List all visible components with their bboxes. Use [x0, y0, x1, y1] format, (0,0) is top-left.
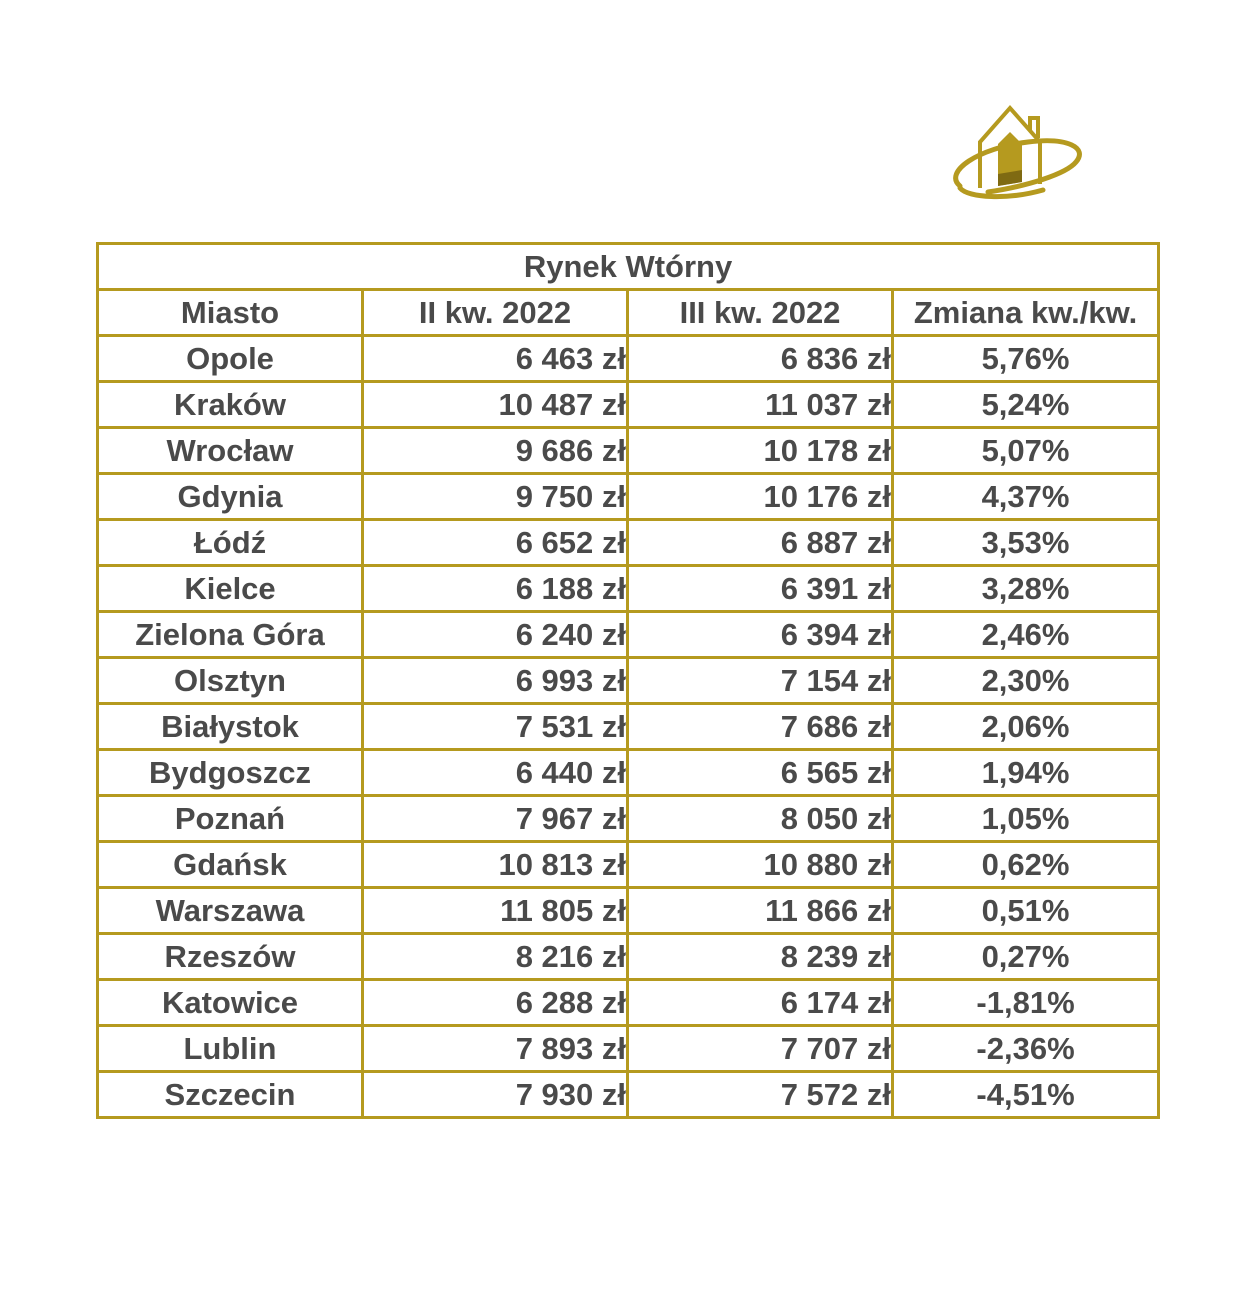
q2-price-cell: 10 487 zł: [363, 382, 628, 428]
table-row: [98, 704, 1159, 750]
q3-price-cell: 8 050 zł: [628, 796, 893, 842]
city-cell: Zielona Góra: [98, 612, 363, 658]
table-row: [98, 612, 1159, 658]
q3-price-cell: 11 866 zł: [628, 888, 893, 934]
table-title: Rynek Wtórny: [98, 244, 1159, 290]
table-title-row: [98, 244, 1159, 290]
table-row: [98, 474, 1159, 520]
city-cell: Poznań: [98, 796, 363, 842]
q2-price-cell: 9 686 zł: [363, 428, 628, 474]
q3-price-cell: 7 707 zł: [628, 1026, 893, 1072]
table-row: [98, 566, 1159, 612]
q3-price-cell: 6 391 zł: [628, 566, 893, 612]
change-cell: -2,36%: [893, 1026, 1159, 1072]
header-q3-2022: III kw. 2022: [628, 290, 893, 336]
header-city: Miasto: [98, 290, 363, 336]
house-ring-logo-icon: [948, 104, 1088, 204]
change-cell: 4,37%: [893, 474, 1159, 520]
table-row: [98, 1026, 1159, 1072]
city-cell: Bydgoszcz: [98, 750, 363, 796]
change-cell: 5,76%: [893, 336, 1159, 382]
city-cell: Olsztyn: [98, 658, 363, 704]
city-cell: Szczecin: [98, 1072, 363, 1118]
city-cell: Łódź: [98, 520, 363, 566]
city-cell: Rzeszów: [98, 934, 363, 980]
city-cell: Katowice: [98, 980, 363, 1026]
change-cell: 2,30%: [893, 658, 1159, 704]
city-cell: Gdańsk: [98, 842, 363, 888]
header-q2-2022: II kw. 2022: [363, 290, 628, 336]
table-row: [98, 658, 1159, 704]
q2-price-cell: 6 440 zł: [363, 750, 628, 796]
q2-price-cell: 6 240 zł: [363, 612, 628, 658]
city-cell: Wrocław: [98, 428, 363, 474]
header-change: Zmiana kw./kw.: [893, 290, 1159, 336]
q3-price-cell: 6 565 zł: [628, 750, 893, 796]
q3-price-cell: 10 178 zł: [628, 428, 893, 474]
q3-price-cell: 6 887 zł: [628, 520, 893, 566]
table-row: [98, 980, 1159, 1026]
change-cell: 2,46%: [893, 612, 1159, 658]
city-cell: Lublin: [98, 1026, 363, 1072]
table-row: [98, 428, 1159, 474]
table-row: [98, 842, 1159, 888]
city-cell: Warszawa: [98, 888, 363, 934]
change-cell: -1,81%: [893, 980, 1159, 1026]
q2-price-cell: 6 993 zł: [363, 658, 628, 704]
change-cell: 5,24%: [893, 382, 1159, 428]
table-row: [98, 888, 1159, 934]
q2-price-cell: 6 188 zł: [363, 566, 628, 612]
q3-price-cell: 10 880 zł: [628, 842, 893, 888]
q2-price-cell: 7 531 zł: [363, 704, 628, 750]
q2-price-cell: 6 463 zł: [363, 336, 628, 382]
table-row: [98, 520, 1159, 566]
q3-price-cell: 7 572 zł: [628, 1072, 893, 1118]
q2-price-cell: 10 813 zł: [363, 842, 628, 888]
q3-price-cell: 11 037 zł: [628, 382, 893, 428]
table-header-row: [98, 290, 1159, 336]
q3-price-cell: 10 176 zł: [628, 474, 893, 520]
table-row: [98, 336, 1159, 382]
price-table: [96, 242, 1160, 1119]
change-cell: 0,62%: [893, 842, 1159, 888]
change-cell: -4,51%: [893, 1072, 1159, 1118]
q3-price-cell: 8 239 zł: [628, 934, 893, 980]
city-cell: Gdynia: [98, 474, 363, 520]
table-row: [98, 796, 1159, 842]
city-cell: Białystok: [98, 704, 363, 750]
q2-price-cell: 11 805 zł: [363, 888, 628, 934]
change-cell: 0,27%: [893, 934, 1159, 980]
q2-price-cell: 8 216 zł: [363, 934, 628, 980]
q2-price-cell: 7 893 zł: [363, 1026, 628, 1072]
change-cell: 2,06%: [893, 704, 1159, 750]
change-cell: 3,53%: [893, 520, 1159, 566]
city-cell: Kielce: [98, 566, 363, 612]
q2-price-cell: 6 652 zł: [363, 520, 628, 566]
q3-price-cell: 7 154 zł: [628, 658, 893, 704]
q3-price-cell: 6 394 zł: [628, 612, 893, 658]
table-row: [98, 1072, 1159, 1118]
city-cell: Kraków: [98, 382, 363, 428]
table-row: [98, 750, 1159, 796]
q2-price-cell: 7 930 zł: [363, 1072, 628, 1118]
q2-price-cell: 7 967 zł: [363, 796, 628, 842]
q3-price-cell: 6 836 zł: [628, 336, 893, 382]
change-cell: 3,28%: [893, 566, 1159, 612]
change-cell: 5,07%: [893, 428, 1159, 474]
q2-price-cell: 9 750 zł: [363, 474, 628, 520]
change-cell: 0,51%: [893, 888, 1159, 934]
q3-price-cell: 7 686 zł: [628, 704, 893, 750]
change-cell: 1,05%: [893, 796, 1159, 842]
change-cell: 1,94%: [893, 750, 1159, 796]
q2-price-cell: 6 288 zł: [363, 980, 628, 1026]
city-cell: Opole: [98, 336, 363, 382]
table-row: [98, 382, 1159, 428]
q3-price-cell: 6 174 zł: [628, 980, 893, 1026]
table-row: [98, 934, 1159, 980]
